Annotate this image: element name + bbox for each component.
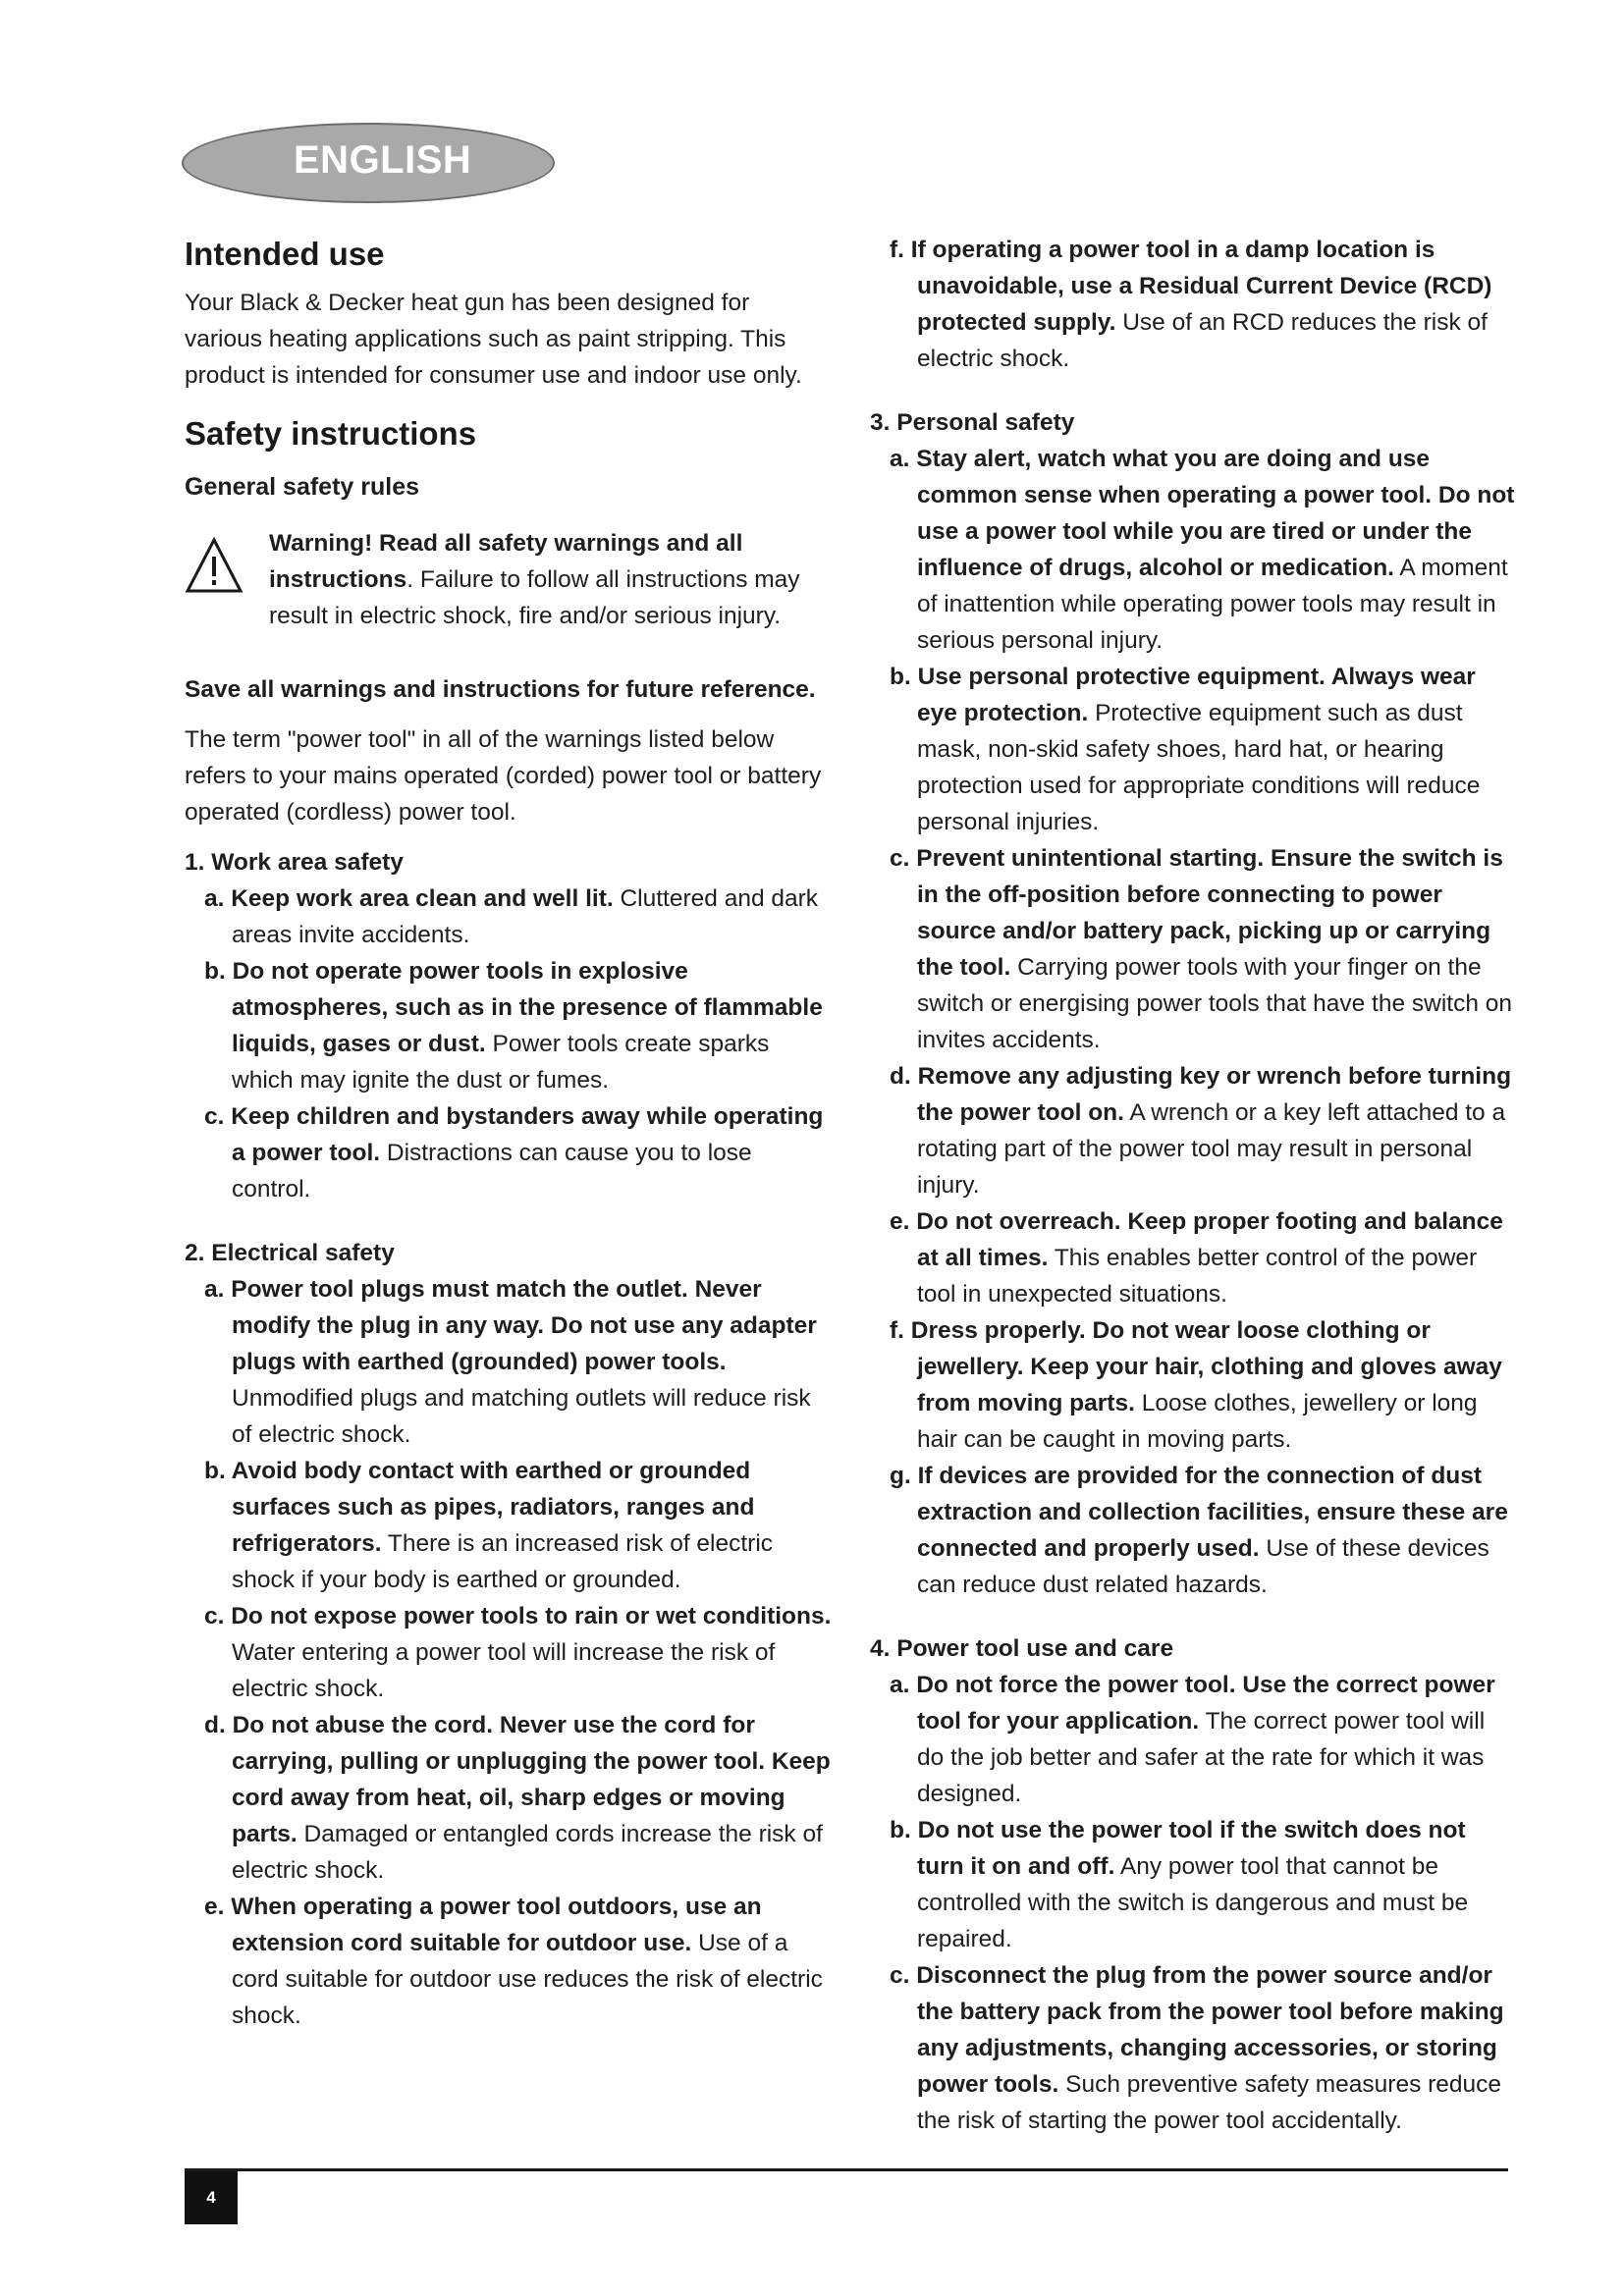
page-number: 4 [185,2171,238,2224]
list-item: a. Do not force the power tool. Use the correct power tool for your application. The correct power tool will do the job better and safer at the rate for which it was designed. [890,1672,1495,1807]
list-item: c. Keep children and bystanders away while operating a power tool. Distractions can cause you to lose control. [204,1103,824,1202]
footer-rule [185,2168,1508,2171]
list-item: e. When operating a power tool outdoors, use an extension cord suitable for outdoor use. Use of a cord suitable for outdoor use reduces the risk of electric shock. [204,1894,823,2029]
list-item: b. Avoid body contact with earthed or grounded surfaces such as pipes, radiators, ranges and refrigerators. There is an increased risk of electric shock if your body is earthed or grounded. [204,1458,774,1593]
tool-use-heading: 4. Power tool use and care [870,1635,1174,1662]
warning-body: . Failure to follow all instructions may result in electric shock, fire and/or serious injury. [269,566,800,629]
list-item: a. Keep work area clean and well lit. Cluttered and dark areas invite accidents. [204,885,819,948]
save-instructions-line: Save all warnings and instructions for future reference. [185,676,816,703]
warning-text [269,525,833,634]
electrical-safety-heading: 2. Electrical safety [185,1240,395,1266]
language-label: ENGLISH [294,138,472,182]
intended-use-text: Your Black & Decker heat gun has been designed for various heating applications such as paint stripping. This product is intended for consumer use and indoor use only. [185,290,802,389]
list-item: b. Use personal protective equipment. Always wear eye protection. Protective equipment such as dust mask, non-skid safety shoes, hard hat, or hearing protection used for appropriate conditions will reduce personal injuries. [890,664,1481,835]
power-tool-term-text: The term "power tool" in all of the warnings listed below refers to your mains operated (corded) power tool or battery operated (cordless) power tool. [185,726,822,826]
list-item: f. If operating a power tool in a damp location is unavoidable, use a Residual Current Device (RCD) protected supply. Use of an RCD reduces the risk of electric shock. [890,237,1492,372]
left-column [185,232,833,2034]
list-item: d. Remove any adjusting key or wrench before turning the power tool on. A wrench or a key left attached to a rotating part of the power tool may result in personal injury. [890,1063,1512,1199]
list-item: c. Do not expose power tools to rain or wet conditions. Water entering a power tool will increase the risk of electric shock. [204,1603,832,1702]
right-column [870,232,1518,2139]
general-safety-rules-heading: General safety rules [185,473,420,501]
list-item: c. Disconnect the plug from the power source and/or the battery pack from the power tool before making any adjustments, changing accessories, or storing power tools. Such preventive safety measures reduce the risk of starting the power tool accidentally. [890,1962,1504,2134]
list-item: f. Dress properly. Do not wear loose clothing or jewellery. Keep your hair, clothing and gloves away from moving parts. Loose clothes, jewellery or long hair can be caught in moving parts. [890,1317,1502,1453]
list-item: g. If devices are provided for the connection of dust extraction and collection facilities, ensure these are connected and properly used. Use of these devices can reduce dust related hazards. [890,1463,1508,1598]
safety-instructions-heading: Safety instructions [185,415,477,452]
warning-triangle-icon [185,537,244,594]
list-item: b. Do not operate power tools in explosive atmospheres, such as in the presence of flammable liquids, gases or dust. Power tools create sparks which may ignite the dust or fumes. [204,958,823,1094]
warning-bold: Warning! Read all safety warnings and all instructions [269,530,743,593]
list-item: d. Do not abuse the cord. Never use the cord for carrying, pulling or unplugging the power tool. Keep cord away from heat, oil, sharp edges or moving parts. Damaged or entangled cords increase the risk of electric shock. [204,1712,831,1884]
personal-safety-heading: 3. Personal safety [870,409,1075,436]
language-tab [182,123,555,203]
list-item: b. Do not use the power tool if the switch does not turn it on and off. Any power tool that cannot be controlled with the switch is dangerous and must be repaired. [890,1817,1469,1952]
list-item: a. Power tool plugs must match the outlet. Never modify the plug in any way. Do not use any adapter plugs with earthed (grounded) power tools. Unmodified plugs and matching outlets will reduce risk of electric shock. [204,1276,817,1448]
work-area-heading: 1. Work area safety [185,849,404,876]
list-item: a. Stay alert, watch what you are doing and use common sense when operating a power tool. Do not use a power tool while you are tired or under the influence of drugs, alcohol or medication. A moment of inattention while operating power tools may result in serious personal injury. [890,446,1515,654]
list-item: e. Do not overreach. Keep proper footing and balance at all times. This enables better control of the power tool in unexpected situations. [890,1208,1503,1308]
list-item: c. Prevent unintentional starting. Ensure the switch is in the off-position before connecting to power source and/or battery pack, picking up or carrying the tool. Carrying power tools with your finger on the switch or energising power tools that have the switch on invites accidents. [890,845,1513,1053]
warning-block [185,525,833,634]
intended-use-heading: Intended use [185,236,385,272]
